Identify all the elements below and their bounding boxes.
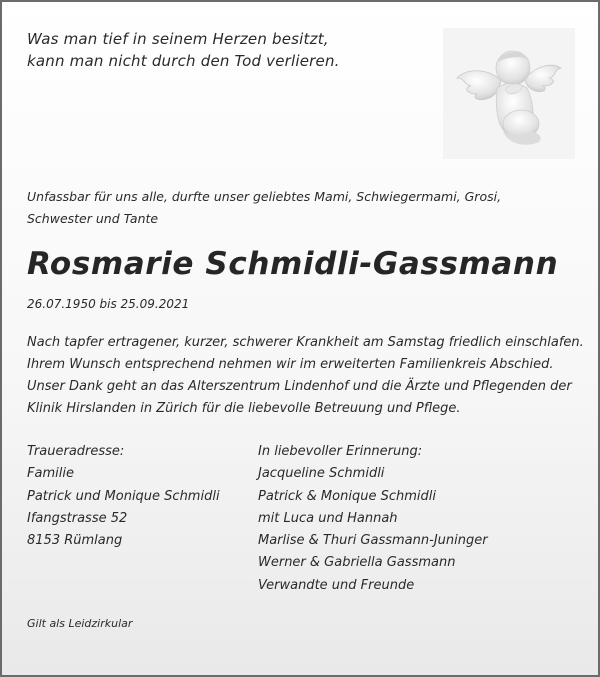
mourners-list: [258, 441, 488, 597]
deceased-name: Rosmarie Schmidli-Gassmann: [27, 246, 559, 282]
life-dates: 26.07.1950 bis 25.09.2021: [27, 297, 190, 311]
quote-line: kann man nicht durch den Tod verlieren.: [27, 52, 340, 70]
announcement-line: Unser Dank geht an das Alterszentrum Lindenhof und die Ärzte und Pflegenden der: [27, 379, 572, 394]
mourner-name: Werner & Gabriella Gassmann: [258, 555, 456, 571]
mourning-address: [27, 441, 220, 552]
quote-line: Was man tief in seinem Herzen besitzt,: [27, 30, 329, 48]
mourner-name: Marlise & Thuri Gassmann-Juninger: [258, 533, 488, 549]
announcement-line: Ihrem Wunsch entsprechend nehmen wir im erweiterten Familienkreis Abschied.: [27, 357, 554, 372]
announcement-text: [27, 332, 587, 420]
angel-figurine-image: [443, 28, 575, 159]
mourner-name: Patrick & Monique Schmidli: [258, 488, 436, 504]
announcement-line: Nach tapfer ertragener, kurzer, schwerer Krankheit am Samstag friedlich einschlafen.: [27, 335, 584, 350]
mourner-name: Jacqueline Schmidli: [258, 466, 385, 482]
memorial-quote: [27, 28, 340, 72]
circular-notice: Gilt als Leidzirkular: [27, 617, 133, 630]
address-line: Familie: [27, 466, 74, 482]
announcement-line: Klinik Hirslanden in Zürich für die liebevolle Betreuung und Pflege.: [27, 401, 461, 416]
intro-text: Unfassbar für uns alle, durfte unser geliebtes Mami, Schwiegermami, Grosi, Schwester und Tante: [27, 189, 502, 226]
address-line: Patrick und Monique Schmidli: [27, 488, 220, 504]
address-line: Ifangstrasse 52: [27, 510, 128, 526]
address-line: 8153 Rümlang: [27, 533, 123, 549]
address-heading: Traueradresse:: [27, 444, 125, 459]
mourners-heading: In liebevoller Erinnerung:: [258, 444, 423, 459]
mourner-name: mit Luca und Hannah: [258, 510, 398, 526]
angel-figurine-icon: [443, 28, 575, 159]
mourner-name: Verwandte und Freunde: [258, 577, 415, 593]
